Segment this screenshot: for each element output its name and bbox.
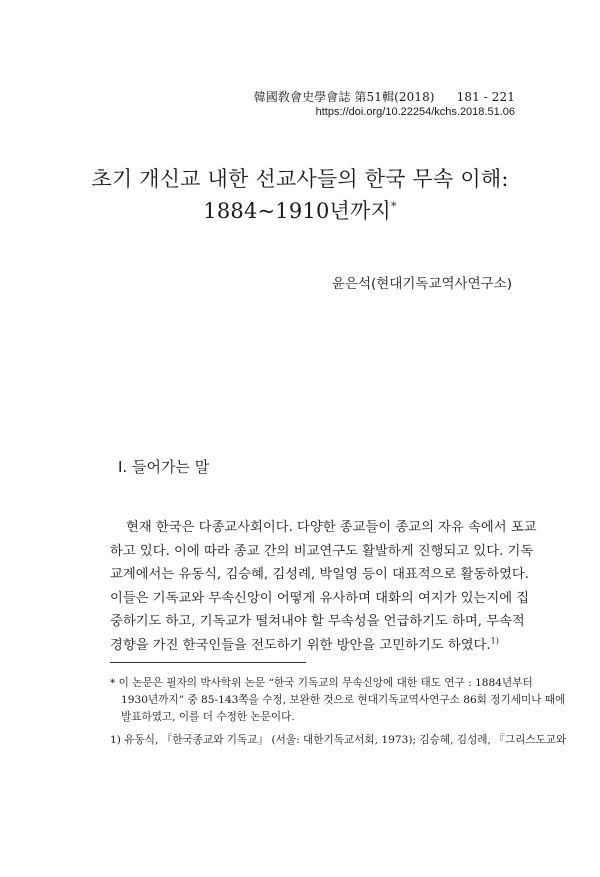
footnote-star-line-2: 1930년까지” 중 85-143쪽을 수정, 보완한 것으로 현대기독교역사연구소 86회 정기세미나 때에 xyxy=(121,693,566,706)
paper-title xyxy=(0,163,600,227)
journal-name: 韓國敎會史學會誌 第51輯(2018) xyxy=(253,90,435,104)
body-line-text: 경향을 가진 한국인들을 전도하기 위한 방안을 고민하기도 하였다. xyxy=(110,637,491,653)
author-affiliation: 윤은석(현대기독교역사연구소) xyxy=(331,276,512,292)
title-line-2-text: 1884~1910년까지 xyxy=(203,199,392,223)
body-line: 현재 한국은 다종교사회이다. 다양한 종교들이 종교의 자유 속에서 포교 xyxy=(126,520,537,535)
page-range: 181 - 221 xyxy=(456,90,515,104)
body-line: 하고 있다. 이에 따라 종교 간의 비교연구도 활발하게 진행되고 있다. 기독 xyxy=(110,543,534,559)
title-footnote-marker: * xyxy=(391,200,397,213)
doi-link[interactable]: https://doi.org/10.22254/kchs.2018.51.06 xyxy=(315,106,515,118)
footnotes xyxy=(110,675,567,749)
title-line-1: 초기 개신교 내한 선교사들의 한국 무속 이해: xyxy=(91,167,509,191)
body-line: 교계에서는 유동식, 김승혜, 김성례, 박일영 등이 대표적으로 활동하였다. xyxy=(110,567,529,583)
footnote-reference[interactable]: 1) xyxy=(490,636,499,646)
footnote-star-line-1: * 이 논문은 필자의 박사학위 논문 “한국 기독교의 무속신앙에 대한 태도 연구 : 1884년부터 xyxy=(110,677,533,689)
body-line-last xyxy=(110,634,510,658)
footnote-divider xyxy=(110,662,306,663)
body-line: 이들은 기독교와 무속신앙이 어떻게 유사하며 대화의 여지가 있는지에 집 xyxy=(110,590,530,606)
body-paragraph xyxy=(110,516,537,658)
body-line: 중하기도 하고, 기독교가 떨쳐내야 할 무속성을 언급하기도 하며, 무속적 xyxy=(110,614,525,630)
section-heading: I. 들어가는 말 xyxy=(118,458,210,476)
journal-header xyxy=(254,88,515,105)
title-line-2 xyxy=(0,195,600,227)
footnote-1: 1) 유동식, 『한국종교와 기독교』 (서울: 대한기독교서회, 1973); 김승혜, 김성례, 『그리스도교와 xyxy=(110,734,567,747)
footnote-star-line-3: 발표하였고, 이를 더 수정한 논문이다. xyxy=(121,710,295,723)
